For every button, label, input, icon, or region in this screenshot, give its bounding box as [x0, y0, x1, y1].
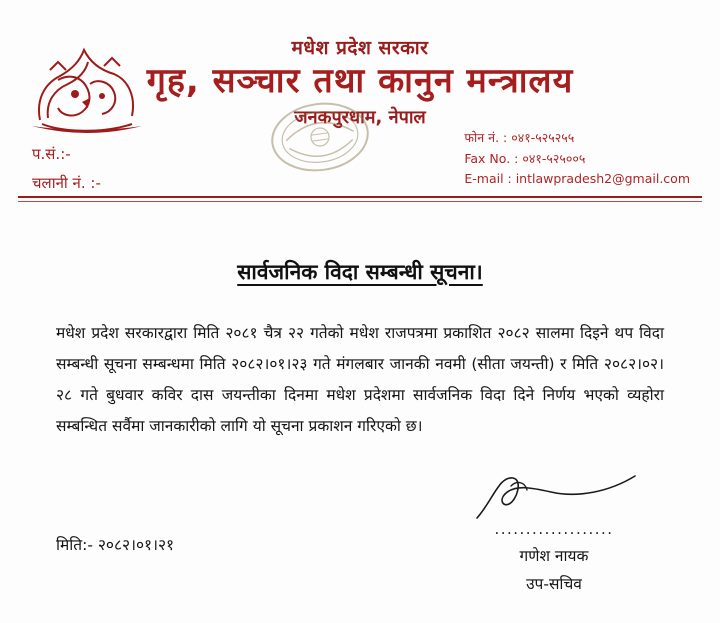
government-name: मधेश प्रदेश सरकार — [291, 37, 429, 59]
contact-block — [464, 128, 690, 190]
reference-number-label: प.सं.:- — [32, 145, 71, 163]
official-seal-stamp — [263, 93, 376, 181]
nepal-government-emblem-icon — [28, 40, 146, 136]
email-address: E-mail : intlawpradesh2@gmail.com — [464, 171, 690, 187]
reference-block — [32, 140, 101, 197]
document-title: सार्वजनिक विदा सम्बन्धी सूचना। — [237, 260, 483, 284]
handwritten-signature — [459, 470, 649, 526]
fax-number: Fax No. : ०४१-५२५००५ — [464, 150, 586, 166]
document-date: मिति:- २०८२।०१।२१ — [56, 536, 175, 554]
signatory-name: गणेश नायक — [519, 547, 589, 565]
phone-number: फोन नं. : ०४१-५२५२५५ — [464, 130, 575, 145]
document-body — [0, 258, 720, 442]
header-divider-thin — [18, 201, 702, 202]
office-location: जनकपुरधाम, नेपाल — [294, 107, 426, 129]
letterhead — [0, 0, 720, 196]
signature-dotted-line: ................... — [494, 520, 614, 538]
signature-block — [444, 470, 664, 594]
signatory-designation: उप-सचिव — [526, 575, 582, 593]
ministry-name: गृह, सञ्चार तथा कानुन मन्त्रालय — [146, 61, 574, 101]
notice-paragraph: मधेश प्रदेश सरकारद्वारा मिति २०८१ चैत्र २२ गतेको मधेश राजपत्रमा प्रकाशित २०८२ सालमा दिइने थप विदा सम्बन्धी सूचना सम्बन्धमा मिति २०८२।०१।२३ गते मंगलबार जानकी नवमी (सीता जयन्ती) र मिति २०८२।०२।२८ गते बुधवार कविर दास जयन्तीका दिनमा मधेश प्रदेशमा सार्वजनिक विदा दिने निर्णय भएको व्यहोरा सम्बन्धित सर्वैमा जानकारीको लागि यो सूचना प्रकाशन गरिएको छ। — [56, 324, 664, 435]
dispatch-number-label: चलानी नं. :- — [32, 173, 101, 192]
header-divider-thick — [18, 196, 702, 198]
